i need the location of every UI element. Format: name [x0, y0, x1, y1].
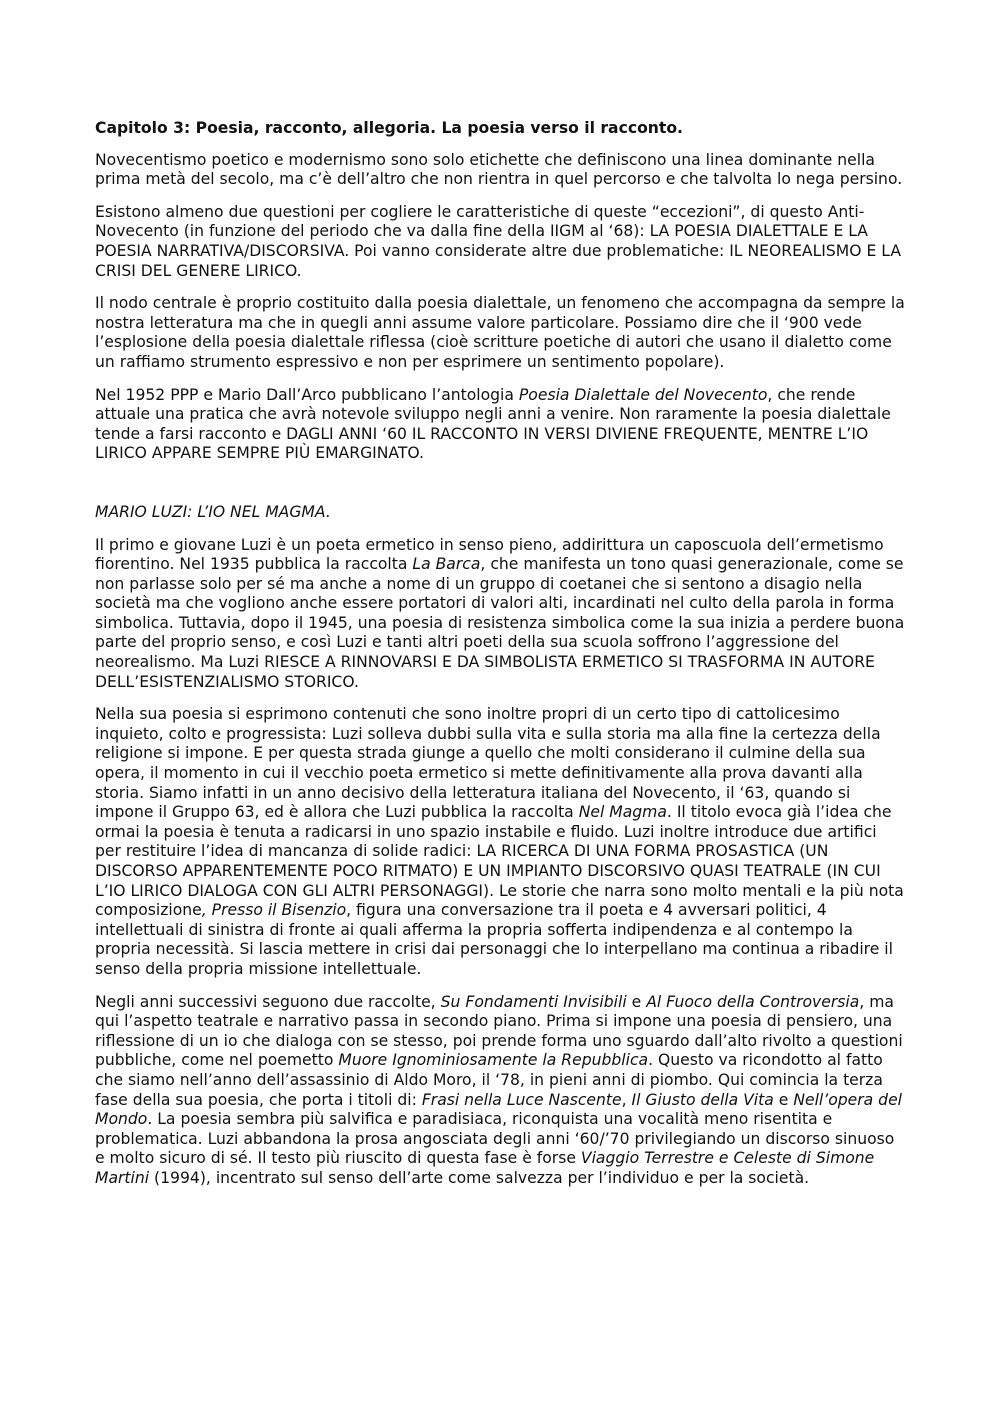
work-title: Il Giusto della Vita — [631, 1090, 774, 1109]
work-title: Al Fuoco della Controversia — [646, 992, 860, 1011]
chapter-title: Capitolo 3: Poesia, racconto, allegoria. La poesia verso il racconto. — [95, 119, 683, 137]
paragraph-nel-magma: Nella sua poesia si esprimono contenuti che sono inoltre propri di un certo tipo di cattolicesimo inquieto, colto e progressista: Luzi solleva dubbi sulla vita e sulla storia ma alla fine la certezza della religione si impone. E per questa strada giunge a quello che molti considerano il culmine della sua opera, il momento in cui il vecchio poeta ermetico si mette definitivamente alla prova davanti alla storia. Siamo infatti in un anno decisivo della letteratura italiana del Novecento, il ‘63, quando si impone il Gruppo 63, ed è allora che Luzi pubblica la raccolta Nel Magma. Il titolo evoca già l’idea che ormai la poesia è tenuta a radicarsi in uno spazio instabile e fluido. Luzi inoltre introduce due artifici per restituire l’idea di mancanza di solide radici: LA RICERCA DI UNA FORMA PROSASTICA (UN DISCORSO APPARENTEMENTE POCO RITMATO) E UN IMPIANTO DISCORSIVO QUASI TEATRALE (IN CUI L’IO LIRICO DIALOGA CON GLI ALTRI PERSONAGGI). Le storie che narra sono molto mentali e la più nota composizione, Presso il Bisenzio, figura una conversazione tra il poeta e 4 avversari politici, 4 intellettuali di sinistra di fronte ai quali afferma la propria sofferta indipendenza e al contempo la propria necessità. Si lascia mettere in crisi dai personaggi che lo interpellano ma continua a ribadire il senso della propria missione intellettuale. — [95, 705, 904, 978]
section-title: MARIO LUZI: L’IO NEL MAGMA. — [95, 502, 331, 521]
paragraph-anti-novecento: Esistono almeno due questioni per cogliere le caratteristiche di queste “eccezioni”, di questo Anti-Novecento (in funzione del periodo che va dalla fine della IIGM al ‘68): LA POESIA DIALETTALE E LA POESIA NARRATIVA/DISCORSIVA. Poi vanno considerate altre due problematiche: IL NEOREALISMO E LA CRISI DEL GENERE LIRICO. — [95, 202, 901, 280]
work-title: Su Fondamenti Invisibili — [440, 992, 627, 1011]
paragraph-luzi-ermetico: Il primo e giovane Luzi è un poeta ermetico in senso pieno, addirittura un caposcuola dell’ermetismo fiorentino. Nel 1935 pubblica la raccolta La Barca, che manifesta un tono quasi generazionale, come se non parlasse solo per sé ma anche a nome di un gruppo di coetanei che si sentono a disagio nella società ma che vogliono anche essere portatori di valori alti, incardinati nel culto della parola in forma simbolica. Tuttavia, dopo il 1945, una poesia di resistenza simbolica come la sua inizia a perdere buona parte del proprio senso, e così Luzi e tanti altri poeti della sua scuola soffrono l’aggressione del neorealismo. Ma Luzi RIESCE A RINNOVARSI E DA SIMBOLISTA ERMETICO SI TRASFORMA IN AUTORE DELL’ESISTENZIALISMO STORICO. — [95, 535, 905, 691]
work-title: La Barca — [412, 555, 481, 574]
work-title: Nell’opera del Mondo — [95, 1090, 902, 1129]
work-title: Frasi nella Luce Nascente — [421, 1090, 622, 1109]
paragraph-raccolte-successive: Negli anni successivi seguono due raccolte, Su Fondamenti Invisibili e Al Fuoco della Controversia, ma qui l’aspetto teatrale e narrativo passa in secondo piano. Prima si impone una poesia di pensiero, una riflessione di un io che dialoga con se stesso, poi prende forma uno sguardo dall’alto rivolto a questioni pubbliche, come nel poemetto Muore Ignominiosamente la Repubblica. Questo va ricondotto al fatto che siamo nell’anno dell’assassinio di Aldo Moro, il ‘78, in pieni anni di piombo. Qui comincia la terza fase della sua poesia, che porta i titoli di: Frasi nella Luce Nascente, Il Giusto della Vita e Nell’opera del Mondo. La poesia sembra più salvifica e paradisiaca, riconquista una vocalità meno risentita e problematica. Luzi abbandona la prosa angosciata degli anni ‘60/’70 privilegiando un discorso sinuoso e molto sicuro di sé. Il testo più riuscito di questa fase è forse Viaggio Terrestre e Celeste di Simone Martini (1994), incentrato sul senso dell’arte come salvezza per l’individuo e per la società. — [95, 992, 903, 1187]
work-title: Viaggio Terrestre e Celeste di Simone Martini — [95, 1149, 875, 1187]
work-title: Poesia Dialettale del Novecento — [518, 385, 768, 404]
paragraph-antologia: Nel 1952 PPP e Mario Dall’Arco pubblicano l’antologia Poesia Dialettale del Novecento, che rende attuale una pratica che avrà notevole sviluppo negli anni a venire. Non raramente la poesia dialettale tende a farsi racconto e DAGLI ANNI ‘60 IL RACCONTO IN VERSI DIVIENE FREQUENTE, MENTRE L’IO LIRICO APPARE SEMPRE PIÙ EMARGINATO. — [95, 385, 891, 463]
work-title: Nel Magma — [578, 803, 667, 822]
paragraph-poesia-dialettale: Il nodo centrale è proprio costituito dalla poesia dialettale, un fenomeno che accompagna da sempre la nostra letteratura ma che in quegli anni assume valore particolare. Possiamo dire che il ‘900 vede l’esplosione della poesia dialettale riflessa (cioè scritture poetiche di autori che usano il dialetto come un raffiamo strumento espressivo e non per esprimere un sentimento popolare). — [95, 294, 905, 371]
section-gap — [95, 477, 905, 503]
work-title: Muore Ignominiosamente la Repubblica — [338, 1051, 649, 1070]
work-title: , Presso il Bisenzio — [201, 901, 347, 920]
paragraph-novecentismo: Novecentismo poetico e modernismo sono solo etichette che definiscono una linea dominante nella prima metà del secolo, ma c’è dell’altro che non rientra in quel percorso e che talvolta lo nega persino. — [95, 150, 903, 189]
